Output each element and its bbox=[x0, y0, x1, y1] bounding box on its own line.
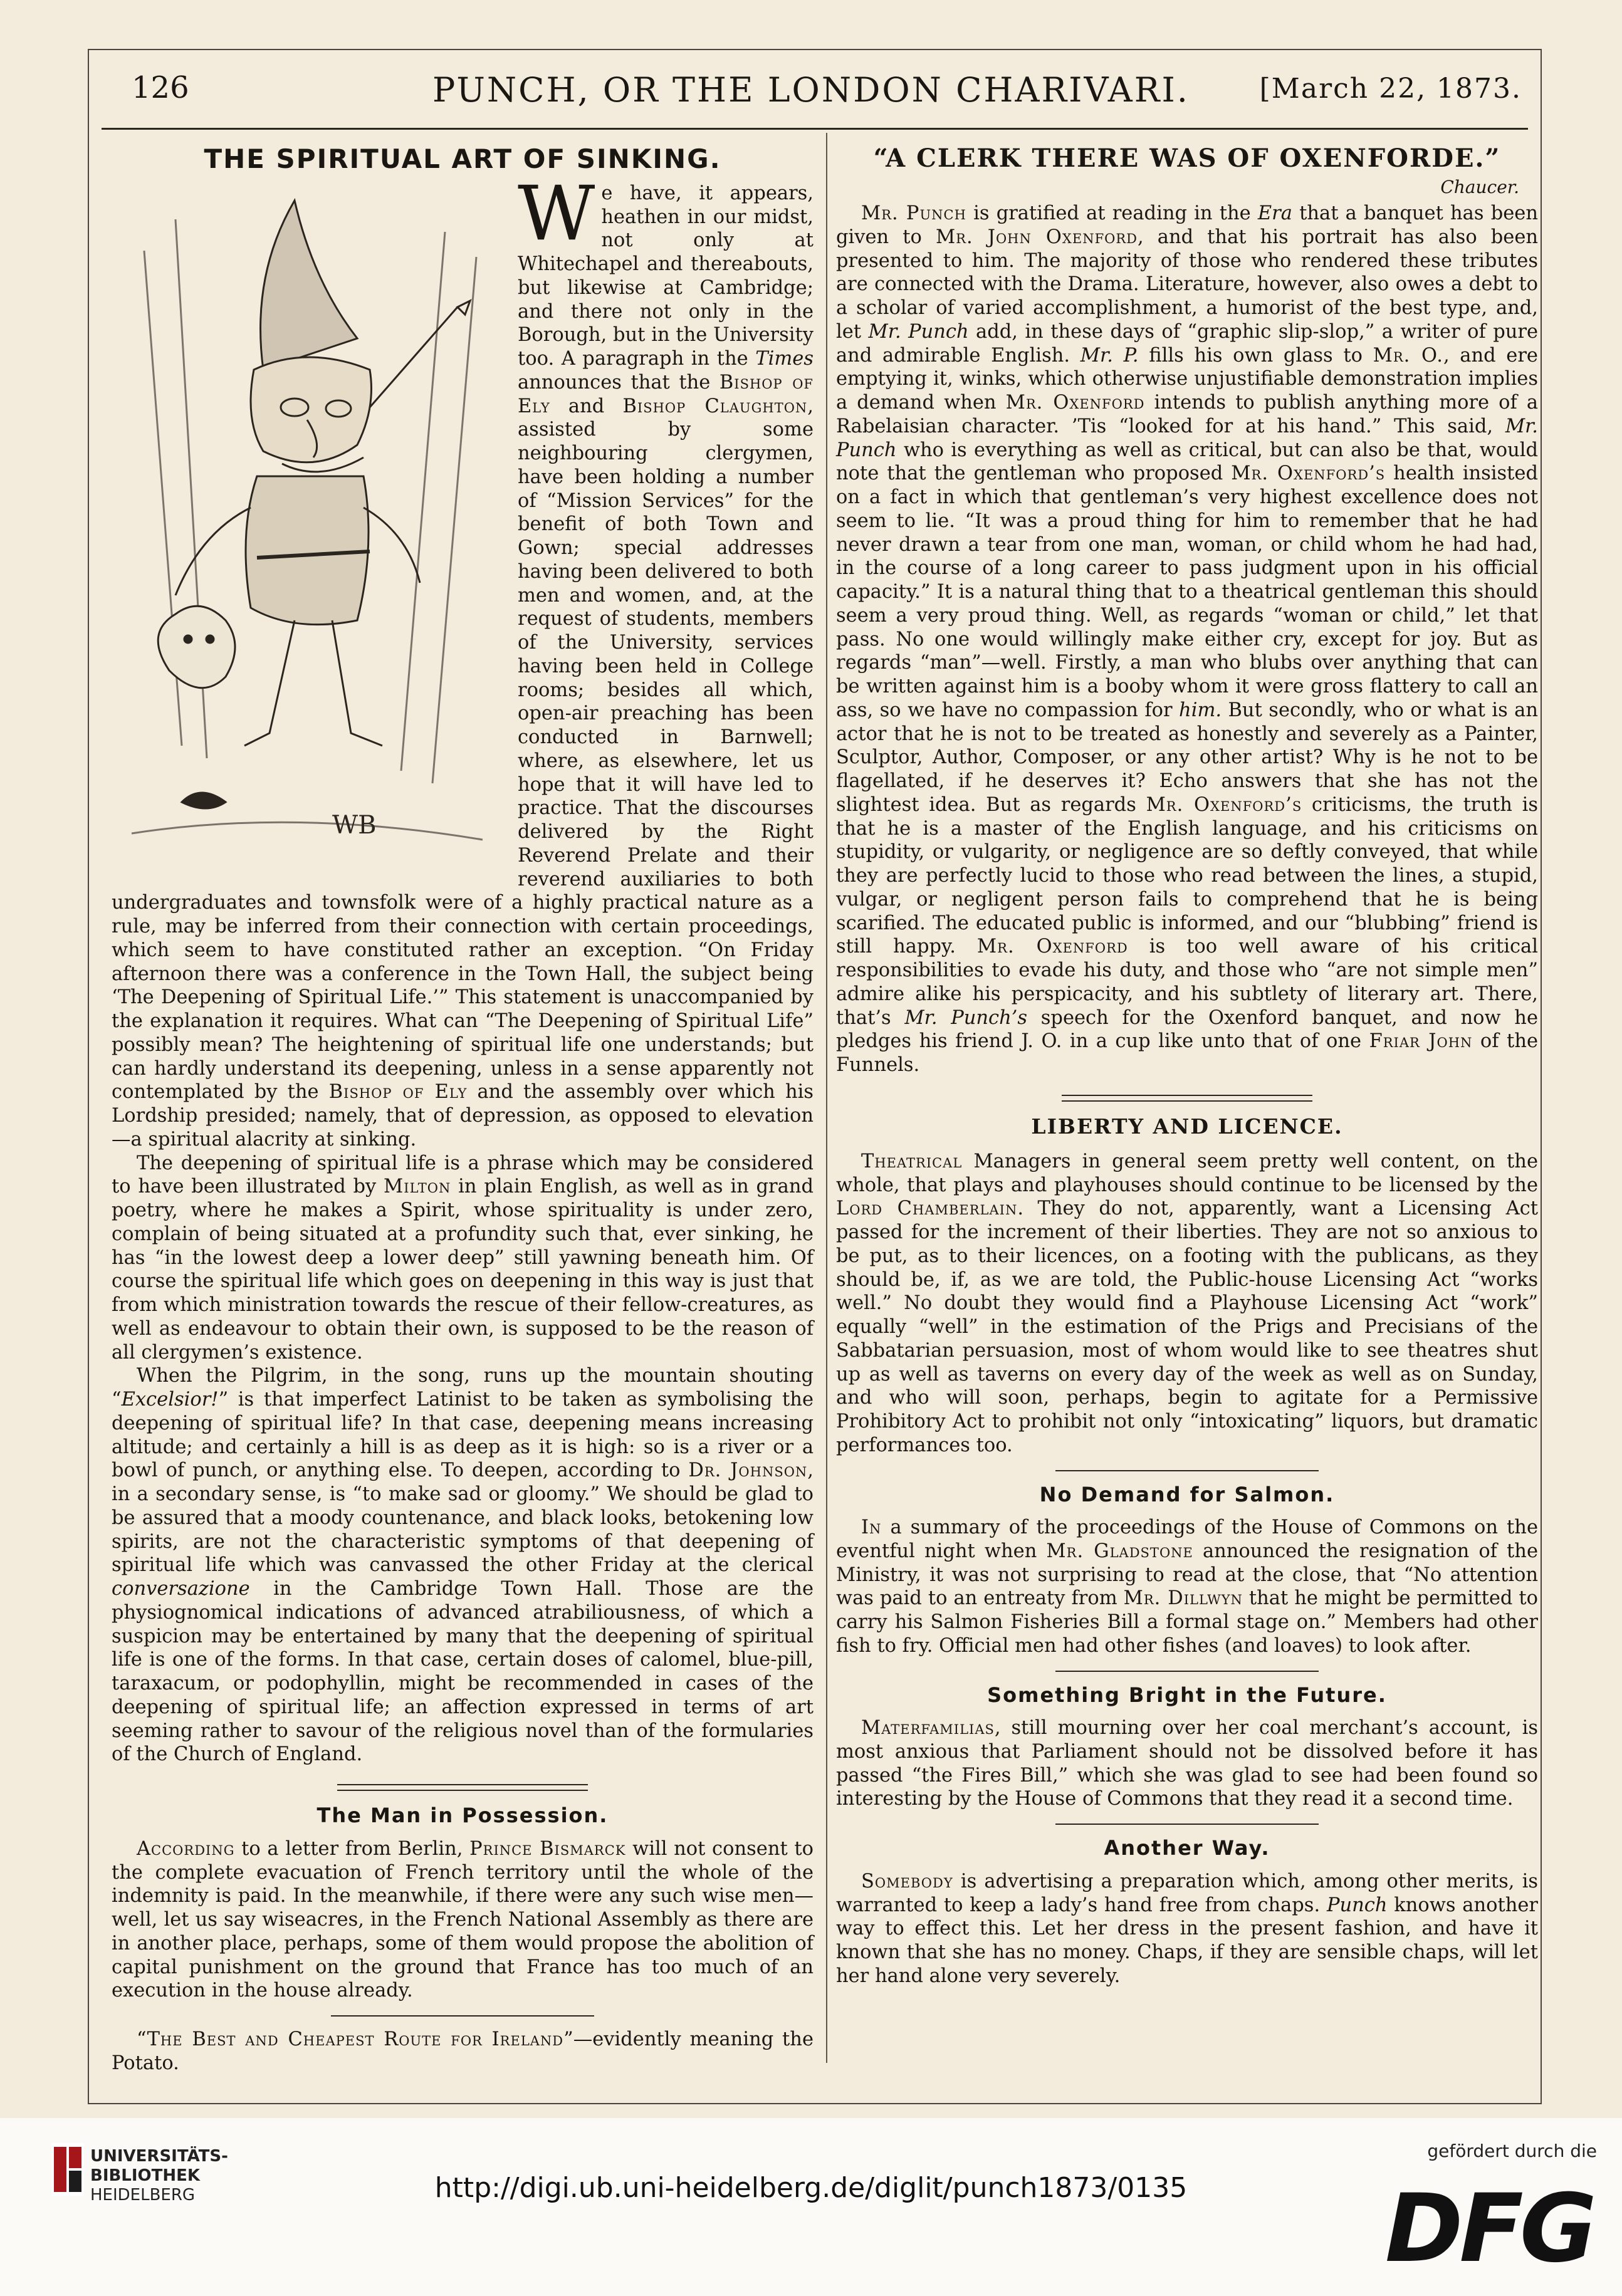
salmon-paragraph bbox=[836, 1516, 1538, 1658]
person-name: Mr. Oxenford’s bbox=[1146, 793, 1302, 816]
spiritual-paragraph-3 bbox=[112, 1364, 814, 1766]
person-name: Mr. Punch bbox=[861, 202, 966, 225]
column-divider bbox=[826, 133, 827, 2063]
person-name: Bishop of Ely bbox=[518, 371, 814, 417]
italic-text: conversazione bbox=[112, 1578, 250, 1600]
text-run: Managers in general seem pretty well content, on the whole, that plays and playhouses should continue to be licensed by the bbox=[836, 1150, 1538, 1196]
left-column bbox=[112, 143, 814, 2075]
italic-text: Excelsior! bbox=[121, 1389, 219, 1411]
italic-text: Mr. Punch bbox=[868, 320, 969, 343]
text-run: intends to publish anything more of a Rabelaisian character. ’Tis “looked for at his hand.” This said, bbox=[836, 392, 1538, 437]
library-name-line: UNIVERSITÄTS- bbox=[90, 2147, 228, 2166]
text-run: . They do not, apparently, want a Licensing Act passed for the increment of their liberties. They are not so anxious to be put, as to their licences, on a footing with the publicans, as they should be, if, as we are told, the Public-house Licensing Act “works well.” No doubt they would find a Playhouse Licensing Act “work” equally “well” in the estimation of the Prigs and Precisians of the Sabbatarian persuasion, most of whom would like to see theatres shut up as well as taverns on every day of the week as well as on Sunday, and who will soon, perhaps, begin to agitate for a Permissive Prohibitory Act to prohibit not only “intoxicating” liquors, but dramatic performances too. bbox=[836, 1198, 1538, 1456]
possession-paragraph bbox=[112, 1837, 814, 2003]
person-name: Mr. Oxenford bbox=[976, 936, 1128, 958]
gnome-illustration-icon bbox=[107, 182, 508, 865]
masthead: PUNCH, OR THE LONDON CHARIVARI. bbox=[432, 70, 1190, 110]
text-run: , assisted by some neighbouring clergymen, have been holding a number of “Mission Services” for the benefit of both Town and Gown; special addresses having been delivered to both men and women, and, at the request of students, members of the University, services having been held in College rooms; besides all which, open-air preaching has been conducted in Barnwell; where, as elsewhere, let us hope that it will have led to practice. That the discourses delivered by the Right Reverend Prelate and their reverend auxiliaries to both undergraduates and townsfolk were of a highly practical nature as a rule, may be inferred from their connection with certain proceedings, which seem to have constituted rather an exception. “On Friday afternoon there was a conference in the Town Hall, the subject being ‘The Deepening of Spiritual Life.’” This statement is unaccompanied by the explanation it requires. What can “The Deepening of Spiritual Life” possibly mean? The heightening of spiritual life one understands; but can hardly understand its deepening, unless in a sense apparently not contemplated by the bbox=[112, 395, 814, 1104]
italic-text: Mr. Punch’s bbox=[904, 1006, 1028, 1029]
person-name: Bishop of Ely bbox=[328, 1081, 468, 1104]
person-name: Mr. O. bbox=[1373, 344, 1443, 367]
article-title-spiritual-art: THE SPIRITUAL ART OF SINKING. bbox=[204, 144, 721, 174]
spiritual-paragraph-2 bbox=[112, 1152, 814, 1365]
text-run: fills his own glass to bbox=[1138, 344, 1373, 367]
text-run: , in a secondary sense, is “to make sad or gloomy.” We should be glad to be assured that a moody countenance, and black looks, betokening low spirits, are not the characteristic symptoms of that deepening of spiritual life which was canvassed the other Friday at the clerical bbox=[112, 1459, 814, 1577]
funding-note: gefördert durch die bbox=[1427, 2141, 1597, 2161]
article-title-man-in-possession: The Man in Possession. bbox=[317, 1803, 609, 1828]
section-divider bbox=[1055, 1671, 1319, 1672]
text-run: criticisms, the truth is that he is a master of the English language, and his criticisms on stupidity, or vulgarity, or negligence are so deftly conveyed, that while they are perfectly lucid to those who read between the lines, a stupid, vulgar, or negligent person fails to comprehend that he is being scarified. The educated public is informed, and our “blubbing” friend is still happy. bbox=[836, 793, 1539, 958]
person-name: Bishop Claughton bbox=[622, 395, 808, 417]
svg-text:WB: WB bbox=[332, 810, 377, 840]
article-title-future: Something Bright in the Future. bbox=[987, 1683, 1387, 1707]
text-run: who is everything as well as critical, but can also be that, would note that the gentleman who proposed bbox=[836, 439, 1538, 485]
text-run: and the assembly over which his Lordship presided; namely, that of depression, as opposed to elevation—a spiritual alacrity at sinking. bbox=[112, 1081, 814, 1151]
person-name: Mr. John Oxenford bbox=[935, 226, 1138, 248]
text-run: e have, it appears, heathen in our midst, not only at Whitechapel and thereabouts, but likewise at Cambridge; and there not only in the Borough, but in the University too. A paragraph in the bbox=[518, 182, 814, 370]
person-name: Dr. Johnson bbox=[688, 1459, 808, 1482]
text-run: knows another way to effect this. Let her dress in the present fashion, and have it known that she has no money. Chaps, if they are sensible chaps, will let her hand alone very severely. bbox=[836, 1894, 1538, 1987]
page-number: 126 bbox=[132, 70, 189, 105]
text-run: , and ere emptying it, winks, which otherwise unjustifiable demonstration implies a demand when bbox=[836, 344, 1538, 414]
lead-word: Materfamilias bbox=[861, 1717, 995, 1740]
text-run: The deepening of spiritual life is a phrase which may be considered to have been illustrated by bbox=[112, 1152, 814, 1198]
right-column bbox=[836, 143, 1538, 1988]
text-run: and bbox=[550, 395, 623, 417]
text-run: is gratified at reading in the bbox=[966, 202, 1258, 225]
text-run: that he might be permitted to carry his Salmon Fisheries Bill a formal stage on.” Members had other fish to fry. Official men had other fishes (and loaves) to look after. bbox=[836, 1587, 1538, 1657]
person-name: Lord Chamberlain bbox=[836, 1198, 1018, 1220]
lead-word: In bbox=[861, 1516, 882, 1539]
source-url-link[interactable]: http://digi.ub.uni-heidelberg.de/diglit/punch1873/0135 bbox=[434, 2172, 1188, 2204]
article-title-liberty: LIBERTY AND LICENCE. bbox=[1031, 1114, 1343, 1139]
person-name: Friar John bbox=[1369, 1030, 1473, 1053]
text-run: to a letter from Berlin, bbox=[234, 1837, 470, 1860]
section-divider bbox=[1055, 1824, 1319, 1825]
text-run: announces that the bbox=[518, 371, 719, 394]
dfg-logo: DFG bbox=[1384, 2174, 1593, 2283]
section-divider bbox=[1055, 1470, 1319, 1471]
text-run: in plain English, as well as in grand poetry, where he makes a Spirit, whose spirituality is under zero, complain of being situated at a profundity such that, ever sinking, he has “in the lowest deep a lower deep” still yawning beneath him. Of course the spiritual life which goes on deepening in this way is just that from which ministration towards the rescue of their fellow-creatures, as well as endeavour to obtain their own, is supposed to be the reason of all clergymen’s existence. bbox=[112, 1176, 814, 1364]
text-run: add, in these days of “graphic slip-slop,” a writer of pure and admirable English. bbox=[836, 320, 1538, 367]
lead-word: According bbox=[137, 1837, 235, 1860]
header-rule bbox=[102, 128, 1528, 130]
text-run: is advertising a preparation which, among other merits, is warranted to keep a lady’s hand free from chaps. bbox=[836, 1870, 1538, 1916]
future-paragraph bbox=[836, 1716, 1538, 1811]
article-title-salmon: No Demand for Salmon. bbox=[1039, 1482, 1335, 1506]
route-paragraph bbox=[112, 2028, 814, 2075]
clerk-paragraph bbox=[836, 202, 1538, 1077]
text-run: that a banquet has been given to bbox=[836, 202, 1538, 248]
drop-cap: W bbox=[518, 170, 595, 258]
person-name: Milton bbox=[384, 1176, 451, 1198]
person-name: Prince Bismarck bbox=[469, 1837, 626, 1860]
quoted-title: “The Best and Cheapest Route for Ireland bbox=[137, 2028, 564, 2051]
person-name: Mr. Oxenford bbox=[1005, 392, 1145, 414]
section-divider bbox=[337, 1784, 588, 1791]
text-run: health insisted on a fact in which that gentleman’s very highest excellence does not seem to lie. “It was a proud thing for him to remember that he had never drawn a tear from one man, woman, or child whom he had had, in the course of a long career to pass judgment upon in his official capacity.” It is a natural thing that to a theatrical gentleman this should seem a very proud thing. Well, as regards “woman or child,” let that pass. No one would willingly make either cry, except for joy. But as regards “man”—well. Firstly, a man who blubs over anything that can be written against him is a booby whom it were gross flattery to call an ass, so we have no compassion for bbox=[836, 462, 1538, 721]
text-run: When the Pilgrim, in the song, runs up the mountain shouting “ bbox=[112, 1365, 814, 1411]
text-run: announced the resignation of the Ministry, it was not surprising to read at the close, that “No attention was paid to an entreaty from bbox=[836, 1540, 1538, 1610]
library-name-line: BIBLIOTHEK bbox=[90, 2166, 201, 2186]
text-run: But secondly, who or what is an actor that he is not to be treated as honestly and severely as a Painter, Sculptor, Author, Composer, or any other artist? Why is he not to be flagellated, if he deserves it? Echo answers that she has not the slightest idea. But as regards bbox=[836, 699, 1538, 816]
byline: Chaucer. bbox=[1440, 176, 1519, 197]
italic-text: Punch bbox=[1326, 1894, 1388, 1916]
library-name-line: HEIDELBERG bbox=[90, 2186, 196, 2205]
newspaper-name: Era bbox=[1257, 202, 1292, 225]
text-run: speech for the Oxenford banquet, and now he pledges his friend J. O. in a cup like unto that of one bbox=[836, 1006, 1539, 1053]
section-divider bbox=[1062, 1095, 1312, 1102]
italic-text: Mr. P. bbox=[1080, 344, 1139, 367]
text-run: in the Cambridge Town Hall. Those are the physiognomical indications of advanced atrabiliousness, of which a suspicion may be entertained by many that the deepening of spiritual life is one of the forms. In that case, certain doses of calomel, blue-pill, taraxacum, or podophyllin, might be recommended in cases of the deepening of spiritual life; an affection expressed in terms of art seeming rather to savour of the religious novel than of the formularies of the Church of England. bbox=[112, 1578, 814, 1766]
text-run: will not consent to the complete evacuation of French territory until the whole of the indemnity is paid. In the meanwhile, if there were any such wise men—well, let us say wiseacres, in the French National Assembly as there are in another place, perhaps, some of them would propose the abolition of capital punishment on the ground that France has too much of an execution in the house already. bbox=[112, 1837, 814, 2002]
liberty-paragraph bbox=[836, 1150, 1538, 1458]
text-run: , still mourning over her coal merchant’s account, is most anxious that Parliament should not be dissolved before it has passed “the Fires Bill,” which she was glad to see had been found so interesting by the House of Commons that they read it a second time. bbox=[836, 1717, 1538, 1810]
person-name: Mr. Oxenford’s bbox=[1231, 462, 1386, 485]
lead-word: Theatrical bbox=[861, 1150, 963, 1172]
section-divider bbox=[331, 2015, 594, 2017]
lead-word: Somebody bbox=[861, 1870, 953, 1892]
issue-date: [March 22, 1873. bbox=[1259, 73, 1522, 105]
text-run: a summary of the proceedings of the House of Commons on the eventful night when bbox=[836, 1516, 1538, 1562]
newspaper-name: Times bbox=[755, 348, 814, 370]
text-run: is too well aware of his critical responsibilities to evade his duty, and those who “are not simple men” admire alike his perspicacity, and his subtlety of literary art. There, that’s bbox=[836, 936, 1538, 1029]
text-run: ” is that imperfect Latinist to be taken as symbolising the deepening of spiritual life? In that case, deepening means increasing altitude; and certainly a hill is as deep as it is high: so is a river or a bowl of punch, or anything else. To deepen, according to bbox=[112, 1389, 814, 1482]
another-way-paragraph bbox=[836, 1870, 1538, 1988]
person-name: Mr. Gladstone bbox=[1046, 1540, 1193, 1562]
text-run: ”—evidently meaning the Potato. bbox=[112, 2028, 814, 2074]
digitization-footer bbox=[0, 2118, 1622, 2296]
text-run: of the Funnels. bbox=[836, 1030, 1539, 1077]
italic-text: him. bbox=[1179, 699, 1222, 721]
article-title-clerk: “A CLERK THERE WAS OF OXENFORDE.” bbox=[873, 144, 1501, 173]
article-title-another-way: Another Way. bbox=[1104, 1836, 1270, 1860]
text-run: , and that his portrait has also been presented to him. The majority of those who rendered these tributes are connected with the Drama. Literature, however, also owes a debt to a scholar of varied accomplishment, a humorist of the best type, and, let bbox=[836, 226, 1539, 343]
italic-text: Mr. Punch bbox=[836, 415, 1538, 461]
person-name: Mr. Dillwyn bbox=[1123, 1587, 1243, 1610]
